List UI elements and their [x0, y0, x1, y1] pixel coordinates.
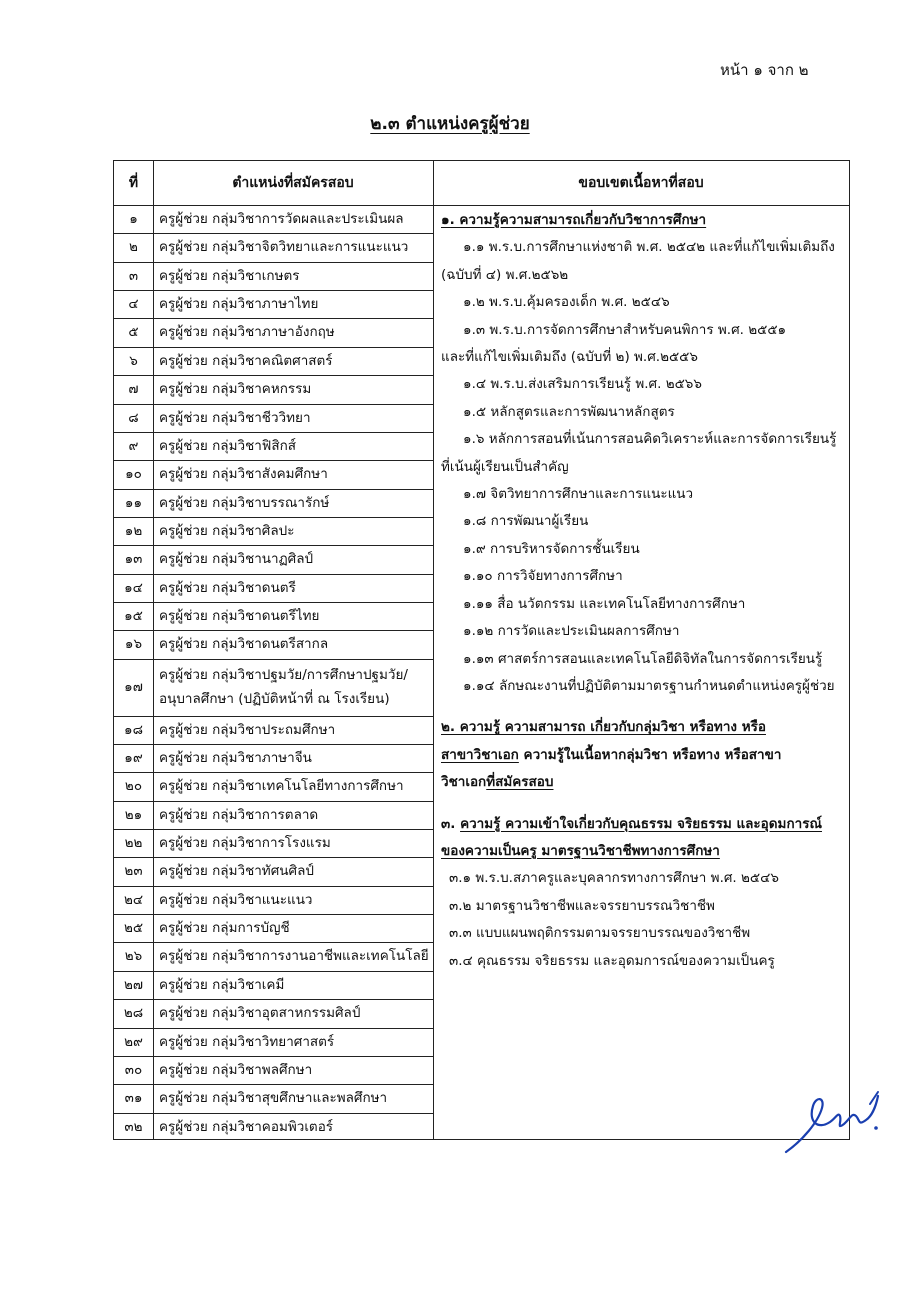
row-position: ครูผู้ช่วย กลุ่มวิชาสังคมศึกษา	[159, 466, 328, 483]
scope-item: ๑.๑ พ.ร.บ.การศึกษาแห่งชาติ พ.ศ. ๒๕๔๒ และที่แก้ไขเพิ่มเติมถึง	[463, 239, 835, 256]
row-position: ครูผู้ช่วย กลุ่มวิชาคณิตศาสตร์	[159, 352, 333, 369]
row-number: ๘	[128, 409, 139, 426]
scope-item: ๑.๓ พ.ร.บ.การจัดการศึกษาสำหรับคนพิการ พ.ศ. ๒๕๕๑	[463, 321, 787, 338]
row-number: ๒๘	[123, 1005, 144, 1022]
row-number: ๓๒	[124, 1118, 143, 1135]
scope-item-continuation: ที่เน้นผู้เรียนเป็นสำคัญ	[441, 458, 569, 475]
row-number: ๑๔	[124, 579, 143, 596]
row-number: ๓๑	[124, 1090, 143, 1107]
row-position: ครูผู้ช่วย กลุ่มวิชาการตลาด	[159, 806, 319, 823]
row-position: ครูผู้ช่วย กลุ่มวิชาจิตวิทยาและการแนะแนว	[159, 239, 409, 256]
scope-content	[441, 207, 843, 975]
row-number: ๒๖	[124, 948, 143, 965]
row-number: ๒๐	[124, 778, 143, 795]
row-position: ครูผู้ช่วย กลุ่มวิชาเกษตร	[159, 267, 300, 284]
section-3-items	[441, 865, 843, 975]
row-position: ครูผู้ช่วย กลุ่มวิชาภาษาไทย	[159, 296, 319, 313]
table-row	[114, 1056, 433, 1084]
row-position: ครูผู้ช่วย กลุ่มวิชาฟิสิกส์	[159, 437, 297, 454]
row-position: ครูผู้ช่วย กลุ่มวิชาดนตรี	[159, 579, 296, 596]
section-2-heading: ๒. ความรู้ ความสามารถ เกี่ยวกับกลุ่มวิชา หรือทาง หรือ สาขาวิชาเอก ความรู้ในเนื้อหากลุ่มวิชา หรือทาง หรือสาขา วิชาเอกที่สมัครสอบ	[441, 719, 782, 791]
row-position: ครูผู้ช่วย กลุ่มวิชาทัศนศิลป์	[159, 863, 314, 880]
row-position: ครูผู้ช่วย กลุ่มการบัญชี	[159, 920, 290, 937]
scope-item: ๑.๘ การพัฒนาผู้เรียน	[463, 513, 589, 530]
row-position: ครูผู้ช่วย กลุ่มวิชาศิลปะ	[159, 523, 295, 539]
row-number: ๒๙	[124, 1033, 143, 1050]
header-position: ตำแหน่งที่สมัครสอบ	[232, 175, 354, 191]
row-position: ครูผู้ช่วย กลุ่มวิชาเคมี	[159, 976, 285, 993]
scope-item: ๓.๑ พ.ร.บ.สภาครูและบุคลากรทางการศึกษา พ.ศ. ๒๕๔๖	[449, 870, 779, 887]
row-position: ครูผู้ช่วย กลุ่มวิชาเทคโนโลยีทางการศึกษา	[159, 778, 404, 795]
table-row	[114, 460, 433, 488]
row-number: ๑๓	[124, 551, 143, 568]
row-position: ครูผู้ช่วย กลุ่มวิชาอุตสาหกรรมศิลป์	[159, 1005, 361, 1022]
table-row	[114, 659, 433, 716]
table-row	[114, 716, 433, 744]
page-title: ๒.๓ ตำแหน่งครูผู้ช่วย	[370, 114, 530, 134]
scope-item-continuation: และที่แก้ไขเพิ่มเติมถึง (ฉบับที่ ๒) พ.ศ.๒๕๕๖	[441, 349, 698, 366]
row-position: ครูผู้ช่วย กลุ่มวิชาสุขศึกษาและพลศึกษา	[159, 1090, 388, 1107]
scope-item: ๑.๖ หลักการสอนที่เน้นการสอนคิดวิเคราะห์และการจัดการเรียนรู้	[463, 431, 837, 448]
table-row	[114, 914, 433, 942]
row-number: ๑๑	[124, 494, 143, 511]
header-no: ที่	[128, 175, 139, 191]
table-row	[114, 971, 433, 999]
table-row	[114, 290, 433, 318]
row-position: ครูผู้ช่วย กลุ่มวิชาดนตรีไทย	[159, 608, 320, 625]
row-position: ครูผู้ช่วย กลุ่มวิชาแนะแนว	[159, 891, 313, 908]
row-number: ๑๒	[124, 523, 143, 539]
table-row	[114, 999, 433, 1027]
row-number: ๒	[129, 239, 138, 256]
section-1-heading: ๑. ความรู้ความสามารถเกี่ยวกับวิชาการศึกษา	[441, 212, 707, 228]
section-1-items	[441, 234, 843, 700]
row-position: ครูผู้ช่วย กลุ่มวิชาภาษาจีน	[159, 749, 312, 766]
table-row	[114, 545, 433, 573]
table-row	[114, 1028, 433, 1056]
scope-item: ๑.๗ จิตวิทยาการศึกษาและการแนะแนว	[463, 486, 694, 503]
row-number: ๑๖	[124, 636, 143, 653]
table-row	[114, 517, 433, 545]
table-row	[114, 1113, 433, 1141]
row-position-line: อนุบาลศึกษา (ปฏิบัติหน้าที่ ณ โรงเรียน)	[159, 690, 390, 707]
table-row	[114, 432, 433, 460]
row-position-line: ครูผู้ช่วย กลุ่มวิชาปฐมวัย/การศึกษาปฐมวัย/	[159, 666, 408, 683]
scope-item: ๑.๑๔ ลักษณะงานที่ปฏิบัติตามมาตรฐานกำหนดตำแหน่งครูผู้ช่วย	[463, 677, 835, 694]
table-row	[114, 630, 433, 658]
table-row	[114, 1084, 433, 1112]
row-number: ๙	[128, 437, 139, 454]
column-divider	[433, 161, 434, 1139]
row-number: ๑	[129, 211, 138, 227]
scope-item: ๓.๓ แบบแผนพฤติกรรมตามจรรยาบรรณของวิชาชีพ	[449, 925, 751, 942]
row-number: ๑๗	[124, 678, 143, 695]
scope-item: ๑.๕ หลักสูตรและการพัฒนาหลักสูตร	[463, 403, 675, 420]
table-row	[114, 489, 433, 517]
scope-item: ๑.๑๒ การวัดและประเมินผลการศึกษา	[463, 623, 680, 640]
table-row	[114, 574, 433, 602]
row-position: ครูผู้ช่วย กลุ่มวิชาพลศึกษา	[159, 1061, 313, 1078]
row-number: ๒๒	[124, 835, 143, 851]
section-3-heading: ๓. ความรู้ ความเข้าใจเกี่ยวกับคุณธรรม จริยธรรม และอุดมการณ์ ของความเป็นครู มาตรฐานวิชาชีพทางการศึกษา	[441, 815, 822, 859]
row-number: ๕	[128, 324, 139, 341]
table-row	[114, 801, 433, 829]
signature-image	[778, 1082, 888, 1162]
row-position: ครูผู้ช่วย กลุ่มวิชาดนตรีสากล	[159, 636, 329, 653]
row-position: ครูผู้ช่วย กลุ่มวิชาการโรงแรม	[159, 835, 331, 851]
row-number: ๖	[129, 352, 138, 369]
row-position: ครูผู้ช่วย กลุ่มวิชาคหกรรม	[159, 381, 312, 398]
table-row	[114, 375, 433, 403]
table-row	[114, 772, 433, 800]
scope-item: ๑.๑๐ การวิจัยทางการศึกษา	[463, 568, 623, 585]
row-number: ๑๙	[124, 749, 143, 766]
table-row	[114, 942, 433, 970]
row-position: ครูผู้ช่วย กลุ่มวิชาการงานอาชีพและเทคโนโลยี	[159, 948, 429, 965]
table-row	[114, 404, 433, 432]
row-position: ครูผู้ช่วย กลุ่มวิชาการวัดผลและประเมินผล	[159, 211, 404, 227]
row-number: ๔	[128, 296, 139, 313]
row-position: ครูผู้ช่วย กลุ่มวิชาวิทยาศาสตร์	[159, 1033, 335, 1050]
row-number: ๒๔	[123, 891, 144, 908]
row-position: ครูผู้ช่วย กลุ่มวิชาภาษาอังกฤษ	[159, 324, 335, 341]
scope-item: ๓.๔ คุณธรรม จริยธรรม และอุดมการณ์ของความเป็นครู	[449, 952, 775, 969]
table-row	[114, 886, 433, 914]
scope-item: ๑.๑๑ สื่อ นวัตกรรม และเทคโนโลยีทางการศึกษา	[463, 595, 746, 612]
row-number: ๓	[128, 267, 139, 284]
table-row	[114, 744, 433, 772]
row-position: ครูผู้ช่วย กลุ่มวิชาบรรณารักษ์	[159, 494, 330, 511]
positions-table	[113, 160, 850, 1140]
scope-item: ๑.๑๓ ศาสตร์การสอนและเทคโนโลยีดิจิทัลในการจัดการเรียนรู้	[463, 650, 823, 667]
row-number: ๑๐	[125, 466, 142, 483]
table-row	[114, 262, 433, 290]
row-number: ๗	[128, 381, 139, 398]
row-position	[159, 663, 431, 711]
table-row	[114, 318, 433, 346]
row-number: ๒๓	[124, 863, 143, 880]
table-row	[114, 829, 433, 857]
row-position: ครูผู้ช่วย กลุ่มวิชาประถมศึกษา	[159, 721, 336, 738]
row-number: ๑๕	[124, 608, 143, 625]
table-row	[114, 857, 433, 885]
row-position: ครูผู้ช่วย กลุ่มวิชาคอมพิวเตอร์	[159, 1118, 334, 1135]
row-number: ๒๑	[124, 806, 143, 823]
scope-item-continuation: (ฉบับที่ ๔) พ.ศ.๒๕๖๒	[441, 266, 569, 283]
row-number: ๒๕	[123, 920, 144, 937]
scope-item: ๓.๒ มาตรฐานวิชาชีพและจรรยาบรรณวิชาชีพ	[449, 897, 715, 914]
scope-item: ๑.๔ พ.ร.บ.ส่งเสริมการเรียนรู้ พ.ศ. ๒๕๖๖	[463, 376, 702, 393]
table-row	[114, 602, 433, 630]
header-scope: ขอบเขตเนื้อหาที่สอบ	[578, 175, 704, 191]
row-number: ๓๐	[124, 1061, 143, 1078]
table-row	[114, 205, 433, 233]
scope-item: ๑.๒ พ.ร.บ.คุ้มครองเด็ก พ.ศ. ๒๕๔๖	[463, 294, 670, 311]
row-position: ครูผู้ช่วย กลุ่มวิชานาฏศิลป์	[159, 551, 314, 568]
row-position: ครูผู้ช่วย กลุ่มวิชาชีววิทยา	[159, 409, 311, 426]
table-row	[114, 347, 433, 375]
row-number: ๒๗	[123, 976, 144, 993]
row-number: ๑๘	[124, 721, 143, 738]
scope-item: ๑.๙ การบริหารจัดการชั้นเรียน	[463, 540, 640, 557]
page-number: หน้า ๑ จาก ๒	[720, 61, 809, 79]
table-row	[114, 233, 433, 261]
